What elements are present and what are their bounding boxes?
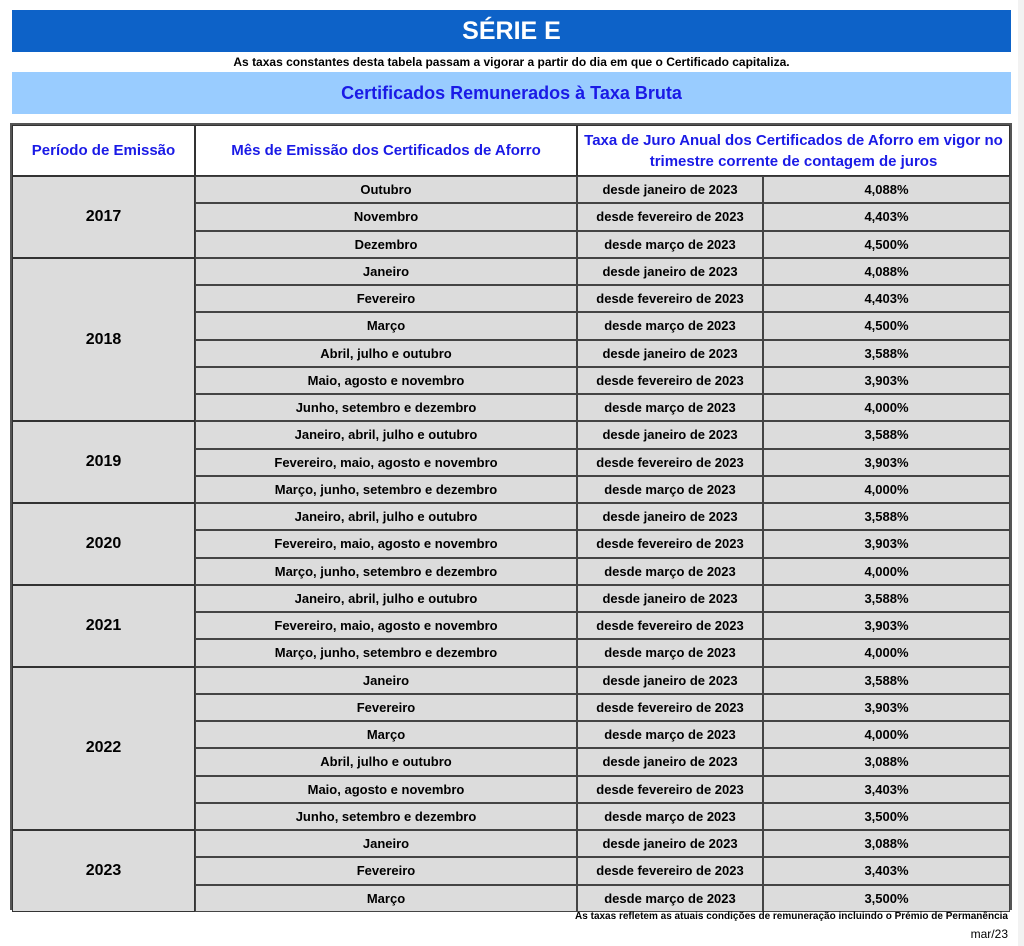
month-cell: Janeiro	[195, 830, 577, 857]
since-cell: desde janeiro de 2023	[577, 258, 763, 285]
rate-cell: 4,403%	[763, 203, 1010, 230]
since-cell: desde janeiro de 2023	[577, 748, 763, 775]
since-cell: desde janeiro de 2023	[577, 421, 763, 448]
rate-cell: 4,088%	[763, 258, 1010, 285]
month-cell: Dezembro	[195, 231, 577, 258]
date-code: mar/23	[970, 927, 1008, 941]
rate-cell: 3,588%	[763, 667, 1010, 694]
rate-cell: 3,903%	[763, 694, 1010, 721]
month-cell: Março, junho, setembro e dezembro	[195, 476, 577, 503]
since-cell: desde janeiro de 2023	[577, 585, 763, 612]
since-cell: desde fevereiro de 2023	[577, 694, 763, 721]
rate-cell: 4,088%	[763, 176, 1010, 203]
year-cell: 2020	[12, 503, 195, 585]
rate-cell: 4,000%	[763, 558, 1010, 585]
month-cell: Março	[195, 721, 577, 748]
rate-cell: 4,000%	[763, 394, 1010, 421]
month-cell: Abril, julho e outubro	[195, 748, 577, 775]
since-cell: desde março de 2023	[577, 558, 763, 585]
rate-cell: 3,588%	[763, 421, 1010, 448]
since-cell: desde janeiro de 2023	[577, 340, 763, 367]
year-cell: 2019	[12, 421, 195, 503]
month-cell: Janeiro, abril, julho e outubro	[195, 503, 577, 530]
month-cell: Maio, agosto e novembro	[195, 367, 577, 394]
month-cell: Fevereiro, maio, agosto e novembro	[195, 530, 577, 557]
footnote: As taxas refletem as atuais condições de remuneração incluindo o Prémio de Permanência	[575, 911, 1008, 922]
month-cell: Novembro	[195, 203, 577, 230]
month-cell: Junho, setembro e dezembro	[195, 803, 577, 830]
rate-cell: 3,088%	[763, 748, 1010, 775]
rate-cell: 4,403%	[763, 285, 1010, 312]
since-cell: desde janeiro de 2023	[577, 176, 763, 203]
since-cell: desde março de 2023	[577, 803, 763, 830]
year-cell: 2021	[12, 585, 195, 667]
rate-cell: 3,903%	[763, 612, 1010, 639]
rates-table	[10, 123, 1012, 910]
rate-cell: 3,903%	[763, 367, 1010, 394]
since-cell: desde janeiro de 2023	[577, 830, 763, 857]
rates-note: As taxas constantes desta tabela passam a vigorar a partir do dia em que o Certificado capitaliza.	[233, 55, 790, 69]
rate-cell: 4,000%	[763, 476, 1010, 503]
rate-cell: 3,903%	[763, 530, 1010, 557]
month-cell: Março	[195, 885, 577, 912]
since-cell: desde fevereiro de 2023	[577, 449, 763, 476]
year-cell: 2023	[12, 830, 195, 912]
since-cell: desde março de 2023	[577, 721, 763, 748]
rate-cell: 3,903%	[763, 449, 1010, 476]
since-cell: desde janeiro de 2023	[577, 503, 763, 530]
month-cell: Março, junho, setembro e dezembro	[195, 558, 577, 585]
month-cell: Outubro	[195, 176, 577, 203]
rate-cell: 3,588%	[763, 340, 1010, 367]
month-cell: Março, junho, setembro e dezembro	[195, 639, 577, 666]
rate-cell: 4,500%	[763, 231, 1010, 258]
since-cell: desde fevereiro de 2023	[577, 367, 763, 394]
month-cell: Janeiro, abril, julho e outubro	[195, 585, 577, 612]
since-cell: desde março de 2023	[577, 394, 763, 421]
section-title: Certificados Remunerados à Taxa Bruta	[12, 72, 1011, 114]
since-cell: desde março de 2023	[577, 312, 763, 339]
month-cell: Fevereiro, maio, agosto e novembro	[195, 449, 577, 476]
header-period: Período de Emissão	[12, 125, 195, 176]
header-month: Mês de Emissão dos Certificados de Aforro	[195, 125, 577, 176]
month-cell: Junho, setembro e dezembro	[195, 394, 577, 421]
rate-cell: 3,403%	[763, 776, 1010, 803]
month-cell: Janeiro	[195, 667, 577, 694]
since-cell: desde março de 2023	[577, 231, 763, 258]
since-cell: desde fevereiro de 2023	[577, 203, 763, 230]
page-edge	[1018, 0, 1024, 946]
rate-cell: 3,588%	[763, 585, 1010, 612]
rate-cell: 3,500%	[763, 803, 1010, 830]
since-cell: desde março de 2023	[577, 639, 763, 666]
since-cell: desde março de 2023	[577, 885, 763, 912]
month-cell: Janeiro	[195, 258, 577, 285]
month-cell: Fevereiro	[195, 694, 577, 721]
rate-cell: 4,000%	[763, 639, 1010, 666]
header-rate: Taxa de Juro Anual dos Certificados de Aforro em vigor no trimestre corrente de contagem de juros	[577, 125, 1010, 176]
month-cell: Janeiro, abril, julho e outubro	[195, 421, 577, 448]
rate-cell: 3,088%	[763, 830, 1010, 857]
rate-cell: 4,500%	[763, 312, 1010, 339]
year-cell: 2022	[12, 667, 195, 831]
since-cell: desde fevereiro de 2023	[577, 776, 763, 803]
since-cell: desde janeiro de 2023	[577, 667, 763, 694]
year-cell: 2018	[12, 258, 195, 422]
year-cell: 2017	[12, 176, 195, 258]
rate-cell: 4,000%	[763, 721, 1010, 748]
rate-cell: 3,500%	[763, 885, 1010, 912]
series-title: SÉRIE E	[12, 10, 1011, 52]
month-cell: Março	[195, 312, 577, 339]
rate-cell: 3,588%	[763, 503, 1010, 530]
since-cell: desde fevereiro de 2023	[577, 857, 763, 884]
since-cell: desde fevereiro de 2023	[577, 612, 763, 639]
month-cell: Fevereiro	[195, 857, 577, 884]
rate-cell: 3,403%	[763, 857, 1010, 884]
since-cell: desde fevereiro de 2023	[577, 530, 763, 557]
since-cell: desde março de 2023	[577, 476, 763, 503]
month-cell: Maio, agosto e novembro	[195, 776, 577, 803]
since-cell: desde fevereiro de 2023	[577, 285, 763, 312]
month-cell: Abril, julho e outubro	[195, 340, 577, 367]
month-cell: Fevereiro	[195, 285, 577, 312]
month-cell: Fevereiro, maio, agosto e novembro	[195, 612, 577, 639]
